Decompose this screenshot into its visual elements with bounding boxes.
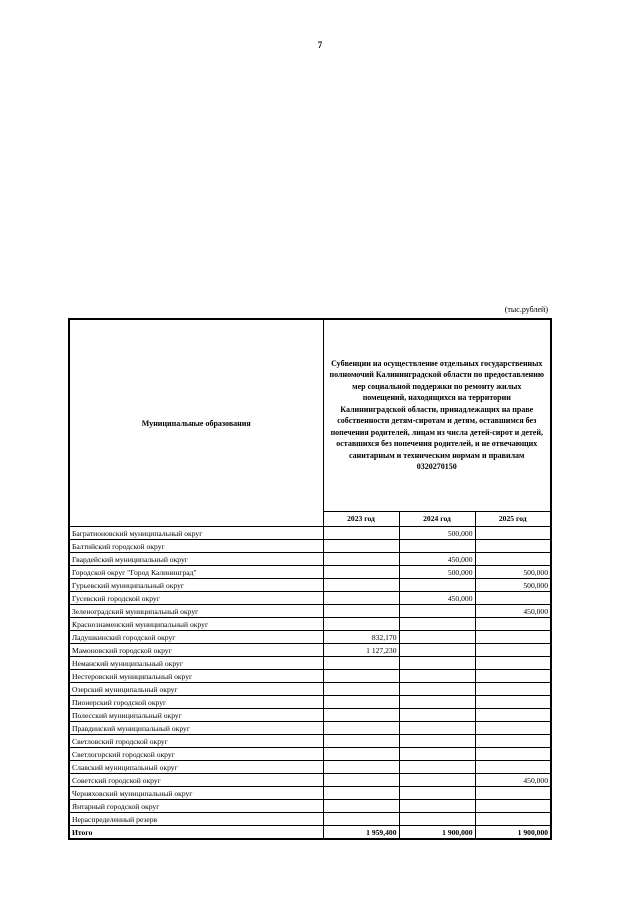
value-2025	[475, 540, 551, 553]
municipality-name: Неманский муниципальный округ	[69, 657, 323, 670]
municipality-name: Светловский городской округ	[69, 735, 323, 748]
municipality-name: Советский городской округ	[69, 774, 323, 787]
value-2023	[323, 657, 399, 670]
total-label: Итого	[69, 826, 323, 840]
total-2025: 1 900,000	[475, 826, 551, 840]
value-2023	[323, 774, 399, 787]
municipality-name: Полесский муниципальный округ	[69, 709, 323, 722]
municipality-name: Городской округ "Город Калининград"	[69, 566, 323, 579]
value-2023	[323, 696, 399, 709]
value-2023	[323, 683, 399, 696]
value-2025	[475, 644, 551, 657]
value-2023	[323, 735, 399, 748]
municipality-name: Озерский муниципальный округ	[69, 683, 323, 696]
value-2025	[475, 527, 551, 540]
municipality-name: Краснознаменский муниципальный округ	[69, 618, 323, 631]
value-2025: 500,000	[475, 566, 551, 579]
value-2023	[323, 670, 399, 683]
value-2024	[399, 696, 475, 709]
header-municipalities: Муниципальные образования	[69, 319, 323, 527]
municipality-name: Зеленоградский муниципальный округ	[69, 605, 323, 618]
municipality-name: Гурьевский муниципальный округ	[69, 579, 323, 592]
value-2024	[399, 683, 475, 696]
value-2025	[475, 787, 551, 800]
table-row	[69, 592, 551, 605]
value-2024	[399, 540, 475, 553]
value-2023: 832,170	[323, 631, 399, 644]
value-2023	[323, 813, 399, 826]
value-2023: 1 127,230	[323, 644, 399, 657]
year-2023-header: 2023 год	[323, 511, 399, 526]
value-2024	[399, 618, 475, 631]
table-row	[69, 813, 551, 826]
value-2025: 450,000	[475, 774, 551, 787]
table-row	[69, 709, 551, 722]
value-2023	[323, 722, 399, 735]
value-2023	[323, 618, 399, 631]
value-2025	[475, 683, 551, 696]
value-2024	[399, 657, 475, 670]
table-row	[69, 605, 551, 618]
total-2023: 1 959,400	[323, 826, 399, 840]
value-2024	[399, 579, 475, 592]
value-2025	[475, 735, 551, 748]
table-row	[69, 631, 551, 644]
value-2024	[399, 761, 475, 774]
value-2024	[399, 644, 475, 657]
table-row	[69, 579, 551, 592]
table-row	[69, 787, 551, 800]
value-2023	[323, 787, 399, 800]
value-2024	[399, 748, 475, 761]
value-2023	[323, 709, 399, 722]
value-2023	[323, 800, 399, 813]
total-2024: 1 900,000	[399, 826, 475, 840]
value-2025	[475, 592, 551, 605]
value-2025	[475, 657, 551, 670]
table-row	[69, 553, 551, 566]
value-2025	[475, 631, 551, 644]
units-label: (тыс.рублей)	[504, 305, 548, 314]
table-row	[69, 657, 551, 670]
municipality-name: Ладушкинский городской округ	[69, 631, 323, 644]
municipality-name: Янтарный городской округ	[69, 800, 323, 813]
value-2024: 450,000	[399, 553, 475, 566]
value-2023	[323, 579, 399, 592]
value-2024: 500,000	[399, 566, 475, 579]
value-2024	[399, 670, 475, 683]
municipality-name: Славский муниципальный округ	[69, 761, 323, 774]
table-row	[69, 670, 551, 683]
value-2024: 500,000	[399, 527, 475, 540]
value-2025	[475, 696, 551, 709]
table-row	[69, 748, 551, 761]
table-row	[69, 761, 551, 774]
value-2025: 500,000	[475, 579, 551, 592]
value-2024	[399, 787, 475, 800]
header-subvention-description: Субвенции на осуществление отдельных государственных полномочий Калининградской области по предоставлению мер социальной поддержки по ремонту жилых помещений, находящихся на территории Калининградской области, принадлежащих на праве собственности детям-сиротам и детям, оставшимся без попечения родителей, лицам из числа детей-сирот и детей, оставшихся без попечения родителей, и не отвечающих санитарным и техническим нормам и правилам 0320270150	[323, 319, 551, 511]
municipality-name: Правдинский муниципальный округ	[69, 722, 323, 735]
municipality-name: Багратионовский муниципальный округ	[69, 527, 323, 540]
value-2023	[323, 748, 399, 761]
table-row	[69, 527, 551, 540]
value-2025	[475, 553, 551, 566]
value-2024	[399, 774, 475, 787]
municipality-name: Мамоновский городской округ	[69, 644, 323, 657]
municipality-name: Гусевский городской округ	[69, 592, 323, 605]
municipality-name: Светлогорский городской округ	[69, 748, 323, 761]
value-2023	[323, 592, 399, 605]
value-2024	[399, 735, 475, 748]
value-2023	[323, 527, 399, 540]
municipality-name: Нестеровский муниципальный округ	[69, 670, 323, 683]
table-row	[69, 774, 551, 787]
value-2025	[475, 800, 551, 813]
value-2025	[475, 722, 551, 735]
value-2024	[399, 605, 475, 618]
municipality-name: Нераспределенный резерв	[69, 813, 323, 826]
value-2025	[475, 761, 551, 774]
value-2023	[323, 553, 399, 566]
value-2025	[475, 748, 551, 761]
value-2025	[475, 618, 551, 631]
value-2023	[323, 540, 399, 553]
value-2024	[399, 722, 475, 735]
table-row	[69, 696, 551, 709]
year-2025-header: 2025 год	[475, 511, 551, 526]
value-2025	[475, 670, 551, 683]
value-2025: 450,000	[475, 605, 551, 618]
table-row	[69, 683, 551, 696]
table-row	[69, 618, 551, 631]
municipality-name: Гвардейский муниципальный округ	[69, 553, 323, 566]
value-2024: 450,000	[399, 592, 475, 605]
municipality-name: Пионерский городской округ	[69, 696, 323, 709]
value-2024	[399, 813, 475, 826]
value-2024	[399, 631, 475, 644]
table-row	[69, 722, 551, 735]
year-2024-header: 2024 год	[399, 511, 475, 526]
table-row	[69, 800, 551, 813]
subvention-table	[68, 318, 552, 840]
page-number: 7	[317, 40, 323, 50]
table-row	[69, 644, 551, 657]
value-2024	[399, 709, 475, 722]
value-2023	[323, 566, 399, 579]
municipality-name: Черняховский муниципальный округ	[69, 787, 323, 800]
value-2023	[323, 761, 399, 774]
header-row	[69, 319, 551, 511]
value-2024	[399, 800, 475, 813]
table-row	[69, 566, 551, 579]
value-2023	[323, 605, 399, 618]
table-row	[69, 540, 551, 553]
value-2025	[475, 813, 551, 826]
table-row	[69, 735, 551, 748]
total-row	[69, 826, 551, 840]
value-2025	[475, 709, 551, 722]
municipality-name: Балтийский городской округ	[69, 540, 323, 553]
